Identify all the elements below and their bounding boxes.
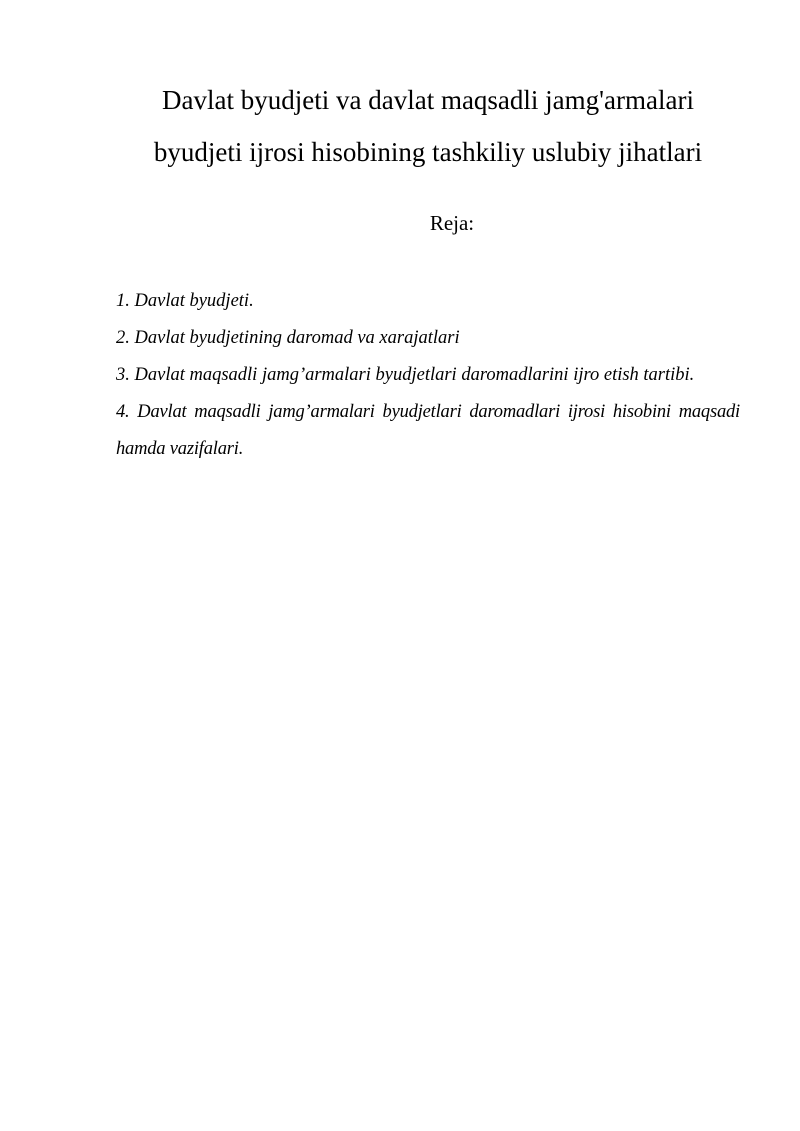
document-title (100, 74, 756, 178)
title-line-1: Davlat byudjeti va davlat maqsadli jamg'armalari (162, 85, 694, 115)
title-line-2: byudjeti ijrosi hisobining tashkiliy uslubiy jihatlari (153, 137, 703, 167)
plan-item-3: 3. Davlat maqsadli jamg’armalari byudjetlari daromadlarini ijro etish tartibi. (116, 365, 695, 385)
plan-heading: Reja: (429, 211, 475, 235)
plan-list (116, 283, 740, 468)
plan-item-4: 4. Davlat maqsadli jamg’armalari byudjetlari daromadlari ijrosi hisobini maqsadi hamda vazifalari. (116, 402, 740, 459)
plan-item-2: 2. Davlat byudjetining daromad va xarajatlari (116, 328, 460, 348)
plan-item-1: 1. Davlat byudjeti. (116, 291, 254, 311)
